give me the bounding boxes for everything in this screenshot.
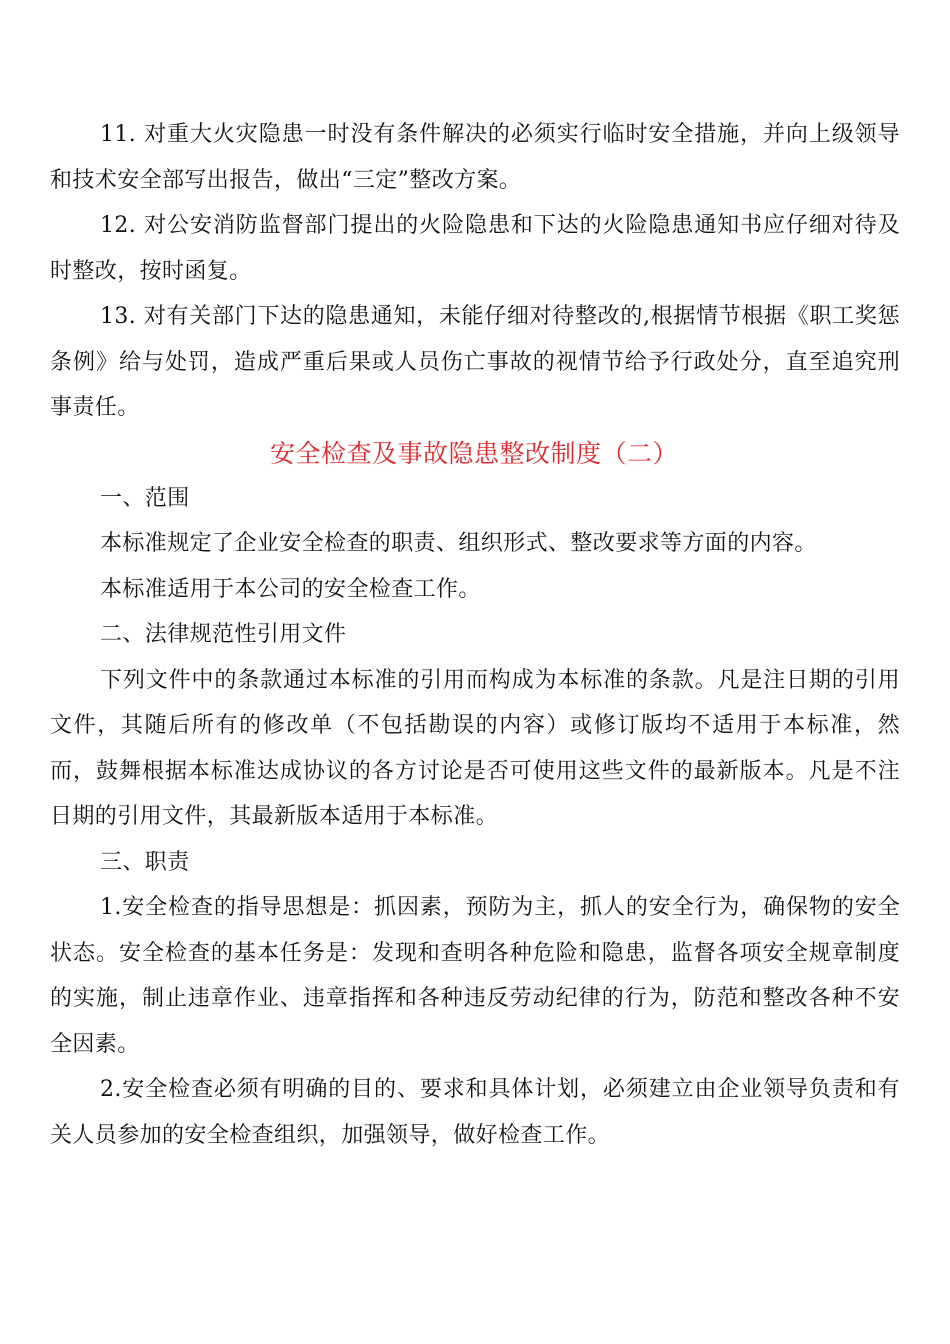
clause-11 [50,112,900,203]
scope-paragraph-2: 本标准适用于本公司的安全检查工作。 [100,576,481,602]
duty-clause-2 [50,1067,900,1158]
clause-13 [50,294,900,431]
clause-number: 1. [100,895,122,920]
clause-text: 对有关部门下达的隐患通知，未能仔细对待整改的,根据情节根据《职工奖惩条例》给与处罚，造成严重后果或人员伤亡事故的视情节给予行政处分，直至追究刑事责任。 [50,304,900,420]
clause-text: 安全检查的指导思想是：抓因素，预防为主，抓人的安全行为，确保物的安全状态。安全检查的基本任务是：发现和查明各种危险和隐患，监督各项安全规章制度的实施，制止违章作业、违章指挥和各种违反劳动纪律的行为，防范和整改各种不安全因素。 [50,895,900,1057]
section-heading-references: 二、法律规范性引用文件 [100,622,347,647]
clause-number: 2. [100,1077,122,1102]
duty-clause-1 [50,885,900,1067]
scope-paragraph-1: 本标准规定了企业安全检查的职责、组织形式、整改要求等方面的内容。 [100,531,817,556]
clause-number: 12. [100,213,137,238]
clause-number: 13. [100,304,137,329]
clause-number: 11. [100,122,137,147]
clause-12 [50,203,900,294]
clause-text: 安全检查必须有明确的目的、要求和具体计划，必须建立由企业领导负责和有关人员参加的安全检查组织，加强领导，做好检查工作。 [50,1077,900,1148]
clause-text: 对重大火灾隐患一时没有条件解决的必须实行临时安全措施，并向上级领导和技术安全部写出报告，做出“三定”整改方案。 [50,122,900,193]
section-heading-duties: 三、职责 [100,849,190,875]
references-paragraph: 下列文件中的条款通过本标准的引用而构成为本标准的条款。凡是注日期的引用文件，其随后所有的修改单（不包括勘误的内容）或修订版均不适用于本标准，然而，鼓舞根据本标准达成协议的各方讨论是否可使用这些文件的最新版本。凡是不注日期的引用文件，其最新版本适用于本标准。 [50,667,900,829]
document-body [50,112,900,1158]
clause-text: 对公安消防监督部门提出的火险隐患和下达的火险隐患通知书应仔细对待及时整改，按时函复。 [50,213,900,284]
document-title: 安全检查及事故隐患整改制度（二） [269,438,678,468]
section-heading-scope: 一、范围 [100,485,190,511]
